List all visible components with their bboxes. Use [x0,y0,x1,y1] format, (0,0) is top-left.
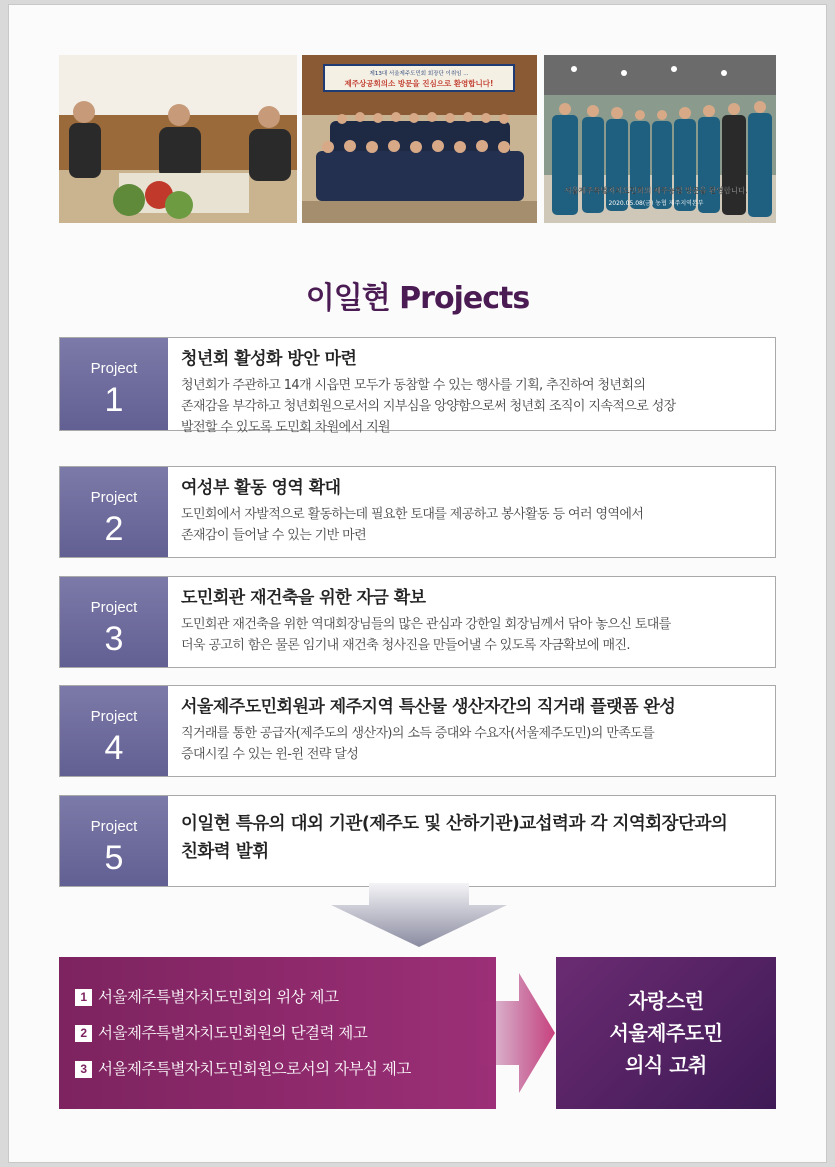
goal-item [75,1057,496,1081]
project-desc-line: 증대시킬 수 있는 윈-윈 전략 달성 [181,747,359,762]
photo3-caption-line1: 서울제주특별자치도민회의 제주농협 방문을 환영합니다. [564,186,748,195]
project-tag [60,796,168,886]
project-number: 4 [104,729,124,767]
project-tag [60,338,168,430]
project-card-3 [59,576,776,668]
goal-text: 서울제주특별자치도민회의 위상 제고 [98,988,339,1006]
project-desc-line: 더욱 공고히 함은 물론 임기내 재건축 청사진을 만들어낼 수 있도록 자금확보에 매진. [181,638,630,653]
right-arrow-icon [479,973,557,1093]
project-tag [60,686,168,776]
banner-line2: 제주상공회의소 방문을 진심으로 환영합니다! [344,79,494,88]
page-title: 이일현 Projects [305,281,530,316]
lobby-group-photo [544,55,776,223]
banner-line1: 제13대 서울제주도민회 회장단 이취임 ... [369,71,469,77]
project-label: Project [90,489,138,506]
project-heading-line2: 친화력 발휘 [181,842,269,862]
project-desc-line: 도민회관 재건축을 위한 역대회장님들의 많은 관심과 강한일 회장님께서 닦아 놓으신 토대를 [181,617,671,632]
goal-item [75,1021,496,1045]
project-number: 5 [104,839,124,877]
brochure-page [8,4,827,1163]
project-label: Project [90,708,138,725]
project-tag [60,577,168,667]
project-number: 2 [104,510,124,548]
project-heading: 청년회 활성화 방안 마련 [181,349,357,369]
goal-text: 서울제주특별자치도민회원의 단결력 제고 [98,1024,368,1042]
project-card-1 [59,337,776,435]
result-line2: 서울제주도민 [609,1021,723,1045]
project-heading: 여성부 활동 영역 확대 [181,478,341,498]
project-number: 3 [104,620,124,658]
project-heading: 도민회관 재건축을 위한 자금 확보 [181,588,426,608]
meeting-photo [59,55,297,223]
group-photo-banner [302,55,537,223]
project-heading: 서울제주도민회원과 제주지역 특산물 생산자간의 직거래 플랫폼 완성 [181,697,676,717]
project-number: 1 [104,381,124,419]
project-label: Project [90,360,138,377]
project-label: Project [90,599,138,616]
goal-text: 서울제주특별자치도민회원으로서의 자부심 제고 [98,1060,411,1078]
goal-number: 1 [75,989,92,1006]
goal-item [75,985,496,1009]
photo3-caption-line2: 2020.05.08(금) 농협 제주지역본부 [608,200,704,207]
project-desc-line: 청년회가 주관하고 14개 시읍면 모두가 동참할 수 있는 행사를 기획, 추진하여 청년회의 [181,378,646,393]
result-box [556,957,776,1109]
goal-number: 3 [75,1061,92,1078]
project-desc-line: 발전할 수 있도록 도민회 차원에서 지원 [181,420,390,435]
project-card-4 [59,685,776,777]
project-desc-line: 존재감을 부각하고 청년회원으로서의 지부심을 앙양함으로써 청년회 조직이 지속적으로 성장 [181,399,676,414]
result-line1: 자랑스런 [628,989,704,1013]
project-card-5 [59,795,776,887]
project-desc-line: 직거래를 통한 공급자(제주도의 생산자)의 소득 증대와 수요자(서울제주도민)의 만족도를 [181,726,655,741]
project-desc-line: 도민회에서 자발적으로 활동하는데 필요한 토대를 제공하고 봉사활동 등 여러 영역에서 [181,507,644,522]
project-heading: 이일현 특유의 대외 기관(제주도 및 산하기관)교섭력과 각 지역회장단과의 [181,814,728,834]
goals-box [59,957,496,1109]
project-tag [60,467,168,557]
project-desc-line: 존재감이 들어날 수 있는 기반 마련 [181,528,367,543]
result-line3: 의식 고취 [625,1053,707,1077]
down-arrow-icon [329,883,509,949]
project-label: Project [90,818,138,835]
project-card-2 [59,466,776,558]
goal-number: 2 [75,1025,92,1042]
